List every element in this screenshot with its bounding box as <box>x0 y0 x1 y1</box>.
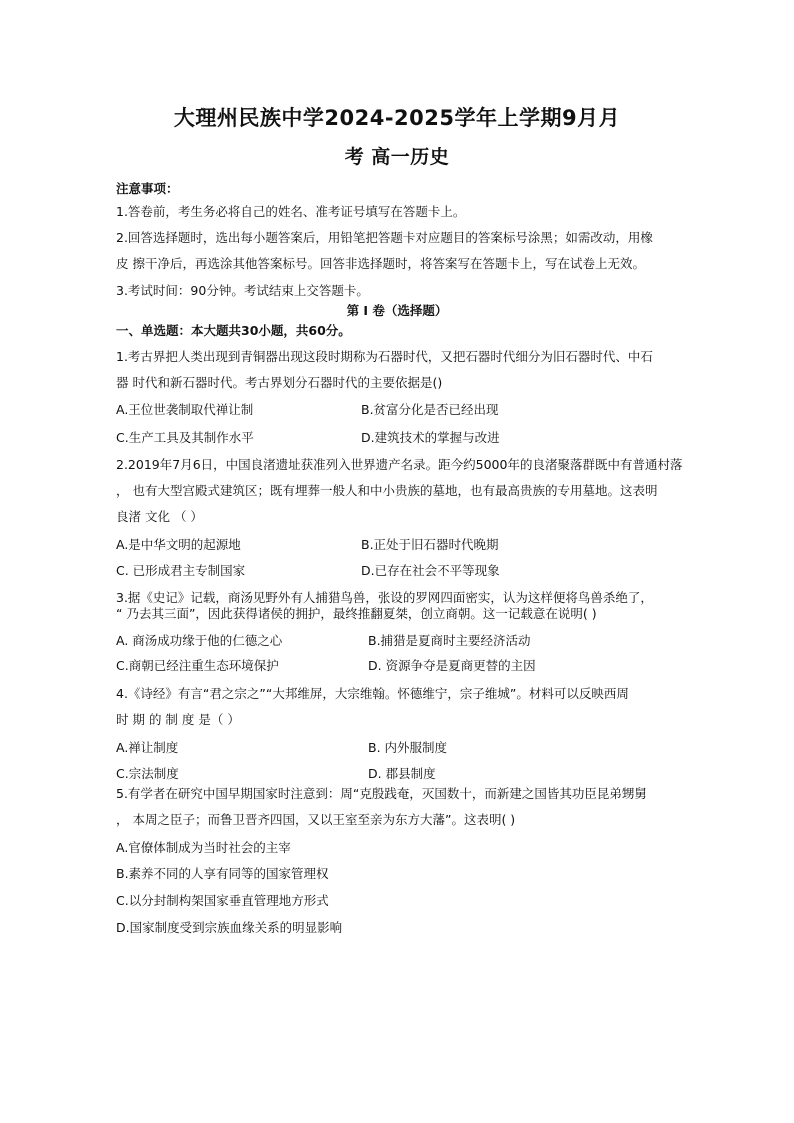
exam-title-line2: 考 高一历史 <box>344 146 450 168</box>
notice-item: 1.答卷前，考生务必将自己的姓名、准考证号填写在答题卡上。 <box>116 204 466 219</box>
volume-heading: 第 I 卷（选择题） <box>346 303 448 318</box>
question-5-stem: 5.有学者在研究中国早期国家时注意到：周“克殷践奄，灭国数十，而新建之国皆其功臣昆弟甥舅 <box>116 786 647 801</box>
question-1-stem: 1.考古界把人类出现到青铜器出现这段时期称为石器时代，又把石器时代细分为旧石器时代、中石 <box>116 349 653 364</box>
question-4-option-d: D. 郡县制度 <box>368 766 436 781</box>
question-5-option-d: D.国家制度受到宗族血缘关系的明显影响 <box>116 920 343 935</box>
question-5-option-a: A.官僚体制成为当时社会的主宰 <box>116 840 291 855</box>
question-3-option-c: C.商朝已经注重生态环境保护 <box>116 658 279 673</box>
notice-item: 3.考试时间：90分钟。考试结束上交答题卡。 <box>116 283 369 298</box>
question-5-option-c: C.以分封制构架国家垂直管理地方形式 <box>116 893 329 908</box>
question-2-stem: 2.2019年7月6日，中国良渚遗址获准列入世界遗产名录。距今约5000年的良渚聚落群既中有普通村落 <box>116 457 683 472</box>
question-1-option-d: D.建筑技术的掌握与改进 <box>361 430 500 445</box>
notice-item: 2.回答选择题时，选出每小题答案后，用铅笔把答题卡对应题目的答案标号涂黑；如需改动，用橡 <box>116 230 653 245</box>
question-3-option-b: B.捕猎是夏商时主要经济活动 <box>368 633 531 648</box>
question-4-stem: 4.《诗经》有言“君之宗之”“大邦维屏，大宗维翰。怀德维宁，宗子维城”。材料可以反映西周 <box>116 686 629 701</box>
question-3-stem: 3.据《史记》记载，商汤见野外有人捕猎鸟兽，张设的罗网四面密实，认为这样便将鸟兽杀绝了， <box>116 590 653 605</box>
question-4-option-c: C.宗法制度 <box>116 766 179 781</box>
question-4-option-b: B. 内外服制度 <box>368 740 448 755</box>
question-4-option-a: A.禅让制度 <box>116 740 179 755</box>
question-2-option-c: C. 已形成君主专制国家 <box>116 563 246 578</box>
notice-heading: 注意事项： <box>116 181 179 196</box>
question-2-option-b: B.正处于旧石器时代晚期 <box>361 537 499 552</box>
question-1-stem: 器 时代和新石器时代。考古界划分石器时代的主要依据是() <box>116 375 443 390</box>
question-3-option-a: A. 商汤成功缘于他的仁德之心 <box>116 633 283 648</box>
question-1-option-c: C.生产工具及其制作水平 <box>116 430 254 445</box>
question-3-stem: “ 乃去其三面”，因此获得诸侯的拥护，最终推翻夏桀，创立商朝。这一记载意在说明( ) <box>116 606 597 621</box>
question-4-stem: 时 期 的 制 度 是（ ） <box>116 712 240 727</box>
question-1-option-a: A.王位世袭制取代禅让制 <box>116 402 254 417</box>
question-2-stem: ， 也有大型宫殿式建筑区；既有埋葬一般人和中小贵族的墓地，也有最高贵族的专用墓地。这表明 <box>116 483 658 498</box>
question-3-option-d: D. 资源争夺是夏商更替的主因 <box>368 658 536 673</box>
question-5-option-b: B.素养不同的人享有同等的国家管理权 <box>116 866 329 881</box>
question-2-option-a: A.是中华文明的起源地 <box>116 537 241 552</box>
question-2-stem: 良渚 文化 （ ） <box>116 509 203 524</box>
exam-title-line1: 大理州民族中学2024-2025学年上学期9月月 <box>173 106 621 130</box>
question-2-option-d: D.已存在社会不平等现象 <box>361 563 500 578</box>
section-heading: 一、单选题：本大题共30小题，共60分。 <box>116 323 351 338</box>
question-1-option-b: B.贫富分化是否已经出现 <box>361 402 499 417</box>
question-5-stem: ， 本周之臣子；而鲁卫晋齐四国，又以王室至亲为东方大藩”。这表明( ) <box>116 812 516 827</box>
notice-item: 皮 擦干净后，再选涂其他答案标号。回答非选择题时，将答案写在答题卡上，写在试卷上无效。 <box>116 256 645 271</box>
